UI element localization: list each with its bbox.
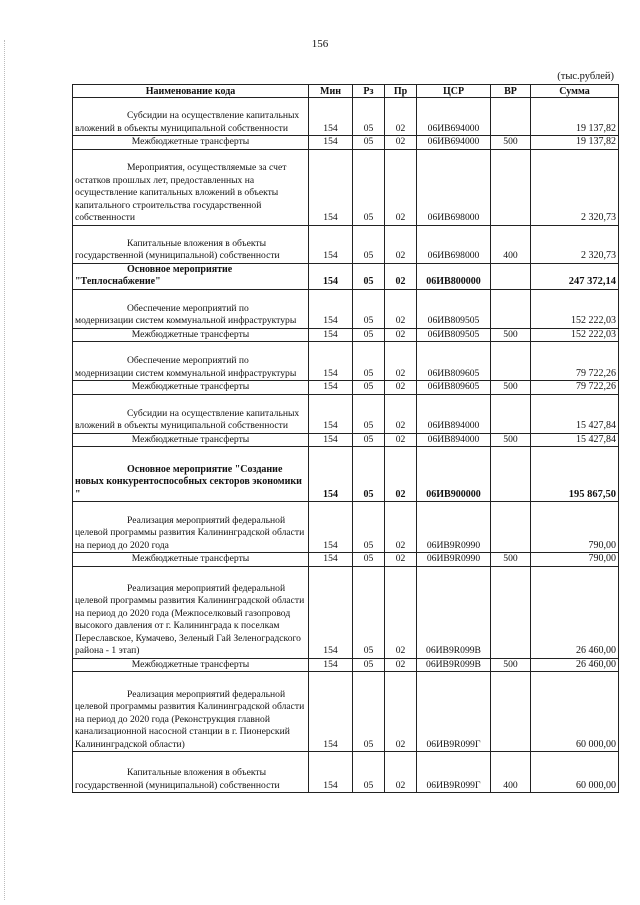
row-sum: 79 722,26: [531, 381, 619, 395]
row-vr: [491, 502, 531, 553]
table-row: [73, 553, 619, 567]
row-min: 154: [309, 566, 353, 658]
row-csr: 06ИВ9R099В: [417, 566, 491, 658]
row-pr: 02: [385, 98, 417, 136]
row-name: [73, 752, 309, 793]
row-name: [73, 263, 309, 289]
row-sum: 19 137,82: [531, 136, 619, 150]
row-sum: 79 722,26: [531, 342, 619, 381]
header-sum: Сумма: [531, 85, 619, 98]
row-rz: 05: [353, 502, 385, 553]
row-pr: 02: [385, 658, 417, 672]
row-min: 154: [309, 328, 353, 342]
table-row: [73, 289, 619, 328]
scan-margin-marks: [4, 40, 7, 900]
row-csr: 06ИВ9R0990: [417, 553, 491, 567]
row-min: 154: [309, 263, 353, 289]
row-name: [73, 342, 309, 381]
table-row: [73, 225, 619, 263]
row-sum: 19 137,82: [531, 98, 619, 136]
row-name: [73, 433, 309, 447]
row-pr: 02: [385, 381, 417, 395]
row-name: [73, 381, 309, 395]
row-csr: 06ИВ9R099Г: [417, 752, 491, 793]
row-rz: 05: [353, 672, 385, 752]
table-row: [73, 136, 619, 150]
table-header-row: [73, 85, 619, 98]
row-rz: 05: [353, 381, 385, 395]
table-row: [73, 502, 619, 553]
row-min: 154: [309, 394, 353, 433]
row-csr: 06ИВ809605: [417, 381, 491, 395]
table-body: [73, 98, 619, 793]
row-min: 154: [309, 553, 353, 567]
row-csr: 06ИВ894000: [417, 394, 491, 433]
row-sum: 60 000,00: [531, 752, 619, 793]
row-rz: 05: [353, 752, 385, 793]
row-rz: 05: [353, 225, 385, 263]
row-name: [73, 566, 309, 658]
table-row: [73, 672, 619, 752]
row-name-text: Основное мероприятие "Создание новых конкурентоспособных секторов экономики ": [75, 463, 302, 500]
row-sum: 2 320,73: [531, 149, 619, 225]
row-min: 154: [309, 289, 353, 328]
row-name-text: Межбюджетные трансферты: [131, 433, 250, 445]
row-csr: 06ИВ900000: [417, 447, 491, 502]
row-csr: 06ИВ9R099В: [417, 658, 491, 672]
row-rz: 05: [353, 98, 385, 136]
row-rz: 05: [353, 553, 385, 567]
header-vr: ВР: [491, 85, 531, 98]
table-row: [73, 658, 619, 672]
table-row: [73, 381, 619, 395]
row-rz: 05: [353, 289, 385, 328]
row-name: [73, 328, 309, 342]
row-csr: 06ИВ894000: [417, 433, 491, 447]
row-sum: 15 427,84: [531, 433, 619, 447]
row-name-text: Субсидии на осуществление капитальных вложений в объекты муниципальной собственности: [75, 407, 300, 431]
row-name-text: Межбюджетные трансферты: [131, 553, 250, 564]
row-min: 154: [309, 502, 353, 553]
row-vr: 400: [491, 752, 531, 793]
row-pr: 02: [385, 149, 417, 225]
table-row: [73, 149, 619, 225]
row-vr: [491, 149, 531, 225]
row-pr: 02: [385, 225, 417, 263]
row-vr: 500: [491, 553, 531, 567]
row-name-text: Обеспечение мероприятий по модернизации систем коммунальной инфраструктуры: [75, 355, 297, 379]
row-pr: 02: [385, 263, 417, 289]
row-name-text: Реализация мероприятий федеральной целевой программы развития Калининградской области на период до 2020 года: [75, 514, 305, 551]
row-sum: 790,00: [531, 553, 619, 567]
row-sum: 26 460,00: [531, 658, 619, 672]
row-pr: 02: [385, 447, 417, 502]
row-rz: 05: [353, 136, 385, 150]
budget-table: [72, 84, 619, 793]
row-rz: 05: [353, 433, 385, 447]
row-pr: 02: [385, 672, 417, 752]
row-sum: 2 320,73: [531, 225, 619, 263]
row-vr: 500: [491, 381, 531, 395]
row-min: 154: [309, 225, 353, 263]
header-min: Мин: [309, 85, 353, 98]
row-name-text: Обеспечение мероприятий по модернизации систем коммунальной инфраструктуры: [75, 302, 297, 326]
row-name-text: Межбюджетные трансферты: [131, 381, 250, 392]
row-rz: 05: [353, 658, 385, 672]
row-pr: 02: [385, 566, 417, 658]
row-min: 154: [309, 447, 353, 502]
row-csr: 06ИВ809505: [417, 289, 491, 328]
row-vr: [491, 394, 531, 433]
row-name-text: Капитальные вложения в объекты государственной (муниципальной) собственности: [75, 237, 280, 261]
row-pr: 02: [385, 394, 417, 433]
row-min: 154: [309, 136, 353, 150]
row-vr: [491, 98, 531, 136]
row-name: [73, 447, 309, 502]
row-name: [73, 98, 309, 136]
row-rz: 05: [353, 566, 385, 658]
row-sum: 15 427,84: [531, 394, 619, 433]
table-row: [73, 752, 619, 793]
row-name-text: Межбюджетные трансферты: [131, 328, 250, 340]
table-row: [73, 98, 619, 136]
row-pr: 02: [385, 328, 417, 342]
units-label: (тыс.рублей): [557, 71, 614, 82]
row-name: [73, 502, 309, 553]
row-sum: 152 222,03: [531, 328, 619, 342]
row-name-text: Мероприятия, осуществляемые за счет остатков прошлых лет, предоставленных на осуществление капитальных вложений в объекты капитального строительства государственной собственности: [75, 162, 287, 223]
row-name-text: Межбюджетные трансферты: [131, 658, 250, 670]
row-rz: 05: [353, 328, 385, 342]
row-pr: 02: [385, 342, 417, 381]
row-vr: 500: [491, 658, 531, 672]
row-sum: 60 000,00: [531, 672, 619, 752]
row-min: 154: [309, 98, 353, 136]
row-name-text: Межбюджетные трансферты: [131, 136, 250, 147]
row-vr: [491, 289, 531, 328]
row-csr: 06ИВ809605: [417, 342, 491, 381]
row-name-text: Реализация мероприятий федеральной целевой программы развития Калининградской области на период до 2020 года (Межпоселковый газопровод высокого давления от г. Калининграда к поселкам Переславское, Кумачево, Зеленый Гай Зеленоградского района - 1 этап): [75, 582, 305, 656]
row-rz: 05: [353, 263, 385, 289]
row-csr: 06ИВ694000: [417, 136, 491, 150]
row-pr: 02: [385, 289, 417, 328]
row-rz: 05: [353, 394, 385, 433]
table-row: [73, 394, 619, 433]
row-rz: 05: [353, 447, 385, 502]
row-min: 154: [309, 342, 353, 381]
row-name: [73, 136, 309, 150]
row-vr: [491, 566, 531, 658]
row-csr: 06ИВ800000: [417, 263, 491, 289]
row-pr: 02: [385, 553, 417, 567]
header-pr: Пр: [385, 85, 417, 98]
row-csr: 06ИВ9R0990: [417, 502, 491, 553]
row-name: [73, 225, 309, 263]
row-vr: 500: [491, 136, 531, 150]
table-row: [73, 566, 619, 658]
table-row: [73, 328, 619, 342]
row-vr: 500: [491, 433, 531, 447]
table-row: [73, 447, 619, 502]
row-name-text: Капитальные вложения в объекты государственной (муниципальной) собственности: [75, 767, 280, 791]
row-sum: 790,00: [531, 502, 619, 553]
row-sum: 247 372,14: [531, 263, 619, 289]
row-min: 154: [309, 672, 353, 752]
row-sum: 195 867,50: [531, 447, 619, 502]
row-min: 154: [309, 381, 353, 395]
row-min: 154: [309, 658, 353, 672]
row-csr: 06ИВ694000: [417, 98, 491, 136]
row-pr: 02: [385, 136, 417, 150]
table-row: [73, 342, 619, 381]
row-min: 154: [309, 433, 353, 447]
row-name-text: Реализация мероприятий федеральной целевой программы развития Калининградской области на период до 2020 года (Реконструкция главной канализационной насосной станции в г. Пионерский Калининградской области): [75, 688, 305, 750]
row-pr: 02: [385, 433, 417, 447]
row-csr: 06ИВ698000: [417, 149, 491, 225]
header-rz: Рз: [353, 85, 385, 98]
row-name: [73, 553, 309, 567]
page-number: 156: [311, 38, 329, 50]
row-vr: [491, 447, 531, 502]
row-csr: 06ИВ809505: [417, 328, 491, 342]
row-csr: 06ИВ698000: [417, 225, 491, 263]
row-vr: [491, 342, 531, 381]
row-min: 154: [309, 149, 353, 225]
row-name-text: Основное мероприятие "Теплоснабжение": [75, 263, 233, 287]
row-sum: 152 222,03: [531, 289, 619, 328]
header-name: Наименование кода: [73, 85, 309, 98]
row-name: [73, 658, 309, 672]
row-name: [73, 394, 309, 433]
table-row: [73, 433, 619, 447]
row-vr: 500: [491, 328, 531, 342]
row-name: [73, 672, 309, 752]
row-vr: 400: [491, 225, 531, 263]
header-csr: ЦСР: [417, 85, 491, 98]
row-rz: 05: [353, 149, 385, 225]
row-name: [73, 149, 309, 225]
row-rz: 05: [353, 342, 385, 381]
table-row: [73, 263, 619, 289]
row-min: 154: [309, 752, 353, 793]
row-name: [73, 289, 309, 328]
row-csr: 06ИВ9R099Г: [417, 672, 491, 752]
row-sum: 26 460,00: [531, 566, 619, 658]
row-vr: [491, 672, 531, 752]
row-pr: 02: [385, 502, 417, 553]
row-vr: [491, 263, 531, 289]
row-name-text: Субсидии на осуществление капитальных вложений в объекты муниципальной собственности: [75, 110, 300, 134]
row-pr: 02: [385, 752, 417, 793]
